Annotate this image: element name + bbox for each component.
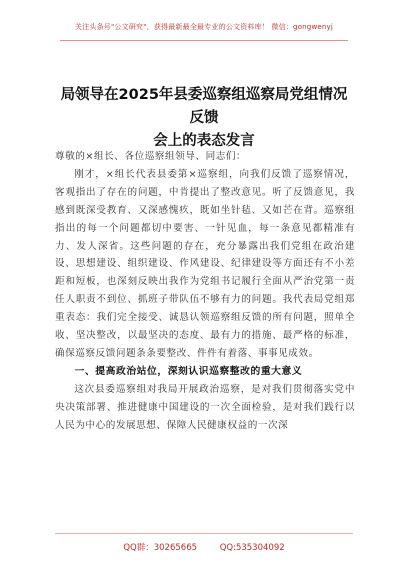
paragraph-2: 这次县委巡察组对我局开展政治巡察，是对我们贯彻落实党中央决策部署、推进健康中国建设的一次全面检验，是对我们践行以人民为中心的发展思想、保障人民健康权益的一次深 [55, 383, 355, 431]
salutation: 尊敬的×组长、各位巡察组领导、同志们： [55, 151, 247, 162]
document-body [55, 148, 355, 435]
footer-qq-group: QQ群：30265665 [123, 543, 198, 553]
header-note: 关注头条号"公文研究"，获得最新最全最专业的公文资料库！ 微信：gongwenyj [74, 23, 334, 31]
title-line-2: 会上的表态发言 [153, 133, 255, 149]
paragraph-1: 刚才，×组长代表县委第×巡察组，向我们反馈了巡察情况，客观指出了存在的问题，中肯提出了整改意见。听了反馈意见，我感到既深受教育、又深感愧疚，既如坐针毡、又如芒在背。巡察组指出的每一个问题都切中要害、一针见血，每一条意见都精准有力、发人深省。这些问题的存在，充分暴露出我们党组在政治建设、思想建设、组织建设、作风建设、纪律建设等方面还有不小差距和短板，也深刻反映出我作为党组书记履行全面从严治党第一责任人职责不到位、抓班子带队伍不够有力的问题。我代表局党组郑重表态：我们完全接受、诚恳认领巡察组反馈的所有问题，照单全收、坚决整改，以最坚决的态度、最有力的措施、最严格的标准，确保巡察反馈问题条条要整改、件件有着落、事事见成效。 [55, 168, 355, 359]
document-title [54, 84, 354, 153]
footer [0, 541, 408, 553]
section-heading-1: 一、提高政治站位，深刻认识巡察整改的重大意义 [74, 365, 303, 377]
footer-qq: QQ:535304092 [219, 543, 285, 553]
header-divider [60, 40, 348, 41]
title-line-1: 局领导在2025年县委巡察组巡察局党组情况反馈 [60, 87, 348, 126]
footer-divider [55, 533, 353, 534]
